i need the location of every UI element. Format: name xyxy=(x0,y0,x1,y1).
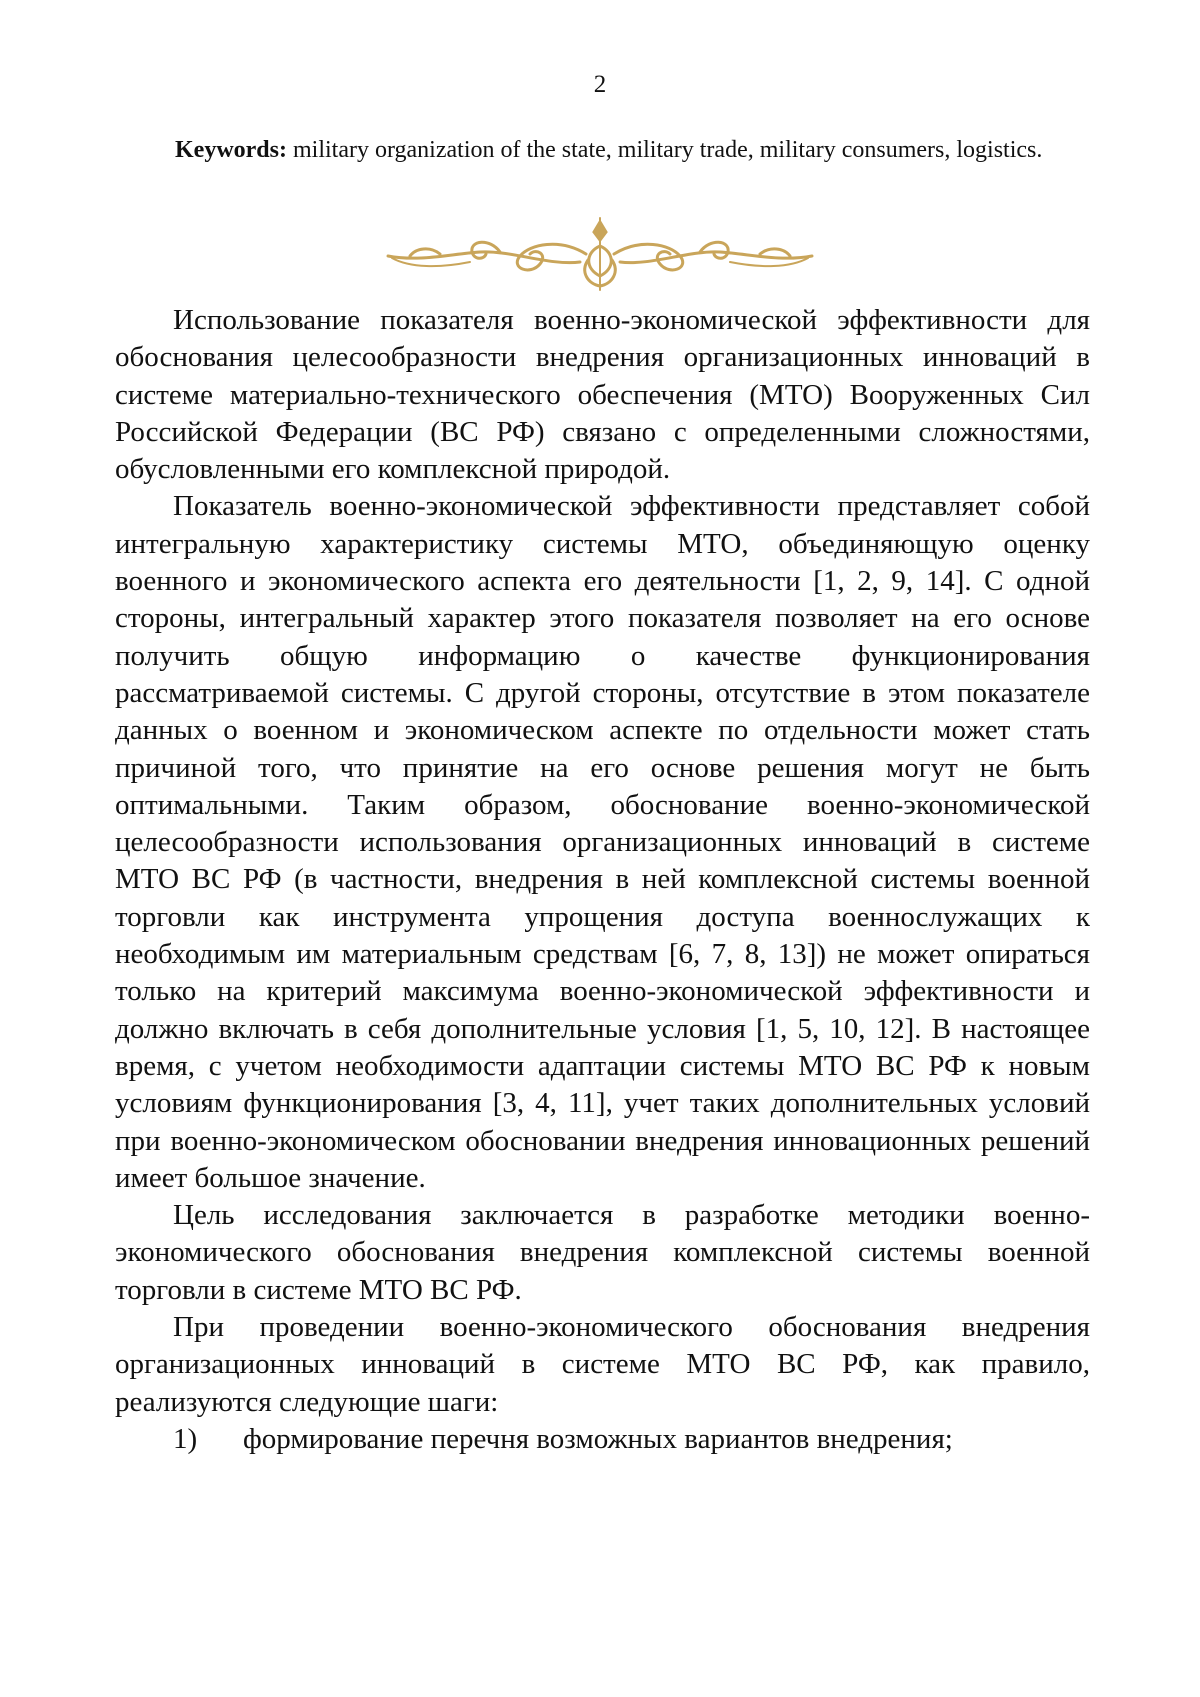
paragraph: Цель исследования заключается в разработке методики военно-экономического обоснования внедрения комплексной системы военной торговли в системе МТО ВС РФ. xyxy=(115,1199,1090,1306)
paragraph: При проведении военно-экономического обоснования внедрения организационных инноваций в системе МТО ВС РФ, как правило, реализуются следующие шаги: xyxy=(115,1311,1090,1418)
keywords-block xyxy=(115,133,1090,167)
keywords-label: Keywords: xyxy=(175,137,287,163)
page-number: 2 xyxy=(593,71,607,98)
paragraph: Использование показателя военно-экономической эффективности для обоснования целесообразности внедрения организационных инноваций в системе материально-технического обеспечения (МТО) Вооруженных Сил Российской Федерации (ВС РФ) связано с определенными сложностями, обусловленными его комплексной природой. xyxy=(115,304,1090,486)
body-text xyxy=(115,302,1090,1458)
ornament-divider-icon xyxy=(380,216,820,296)
list-item xyxy=(115,1421,1090,1458)
paragraph: Показатель военно-экономической эффективности представляет собой интегральную характеристику системы МТО, объединяющую оценку военного и экономического аспекта его деятельности [1, 2, 9, 14]. С одной стороны, интегральный характер этого показателя позволяет на его основе получить общую информацию о качестве функционирования рассматриваемой системы. С другой стороны, отсутствие в этом показателе данных о военном и экономическом аспекте по отдельности может стать причиной того, что принятие на его основе решения могут не быть оптимальными. Таким образом, обоснование военно-экономической целесообразности использования организационных инноваций в системе МТО ВС РФ (в частности, внедрения в ней комплексной системы военной торговли как инструмента упрощения доступа военнослужащих к необходимым им материальным средствам [6, 7, 8, 13]) не может опираться только на критерий максимума военно-экономической эффективности и должно включать в себя дополнительные условия [1, 5, 10, 12]. В настоящее время, с учетом необходимости адаптации системы МТО ВС РФ к новым условиям функционирования [3, 4, 11], учет таких дополнительных условий при военно-экономическом обосновании внедрения инновационных решений имеет большое значение. xyxy=(115,490,1090,1194)
list-item-number: 1) xyxy=(173,1422,198,1455)
keywords-text: military organization of the state, military trade, military consumers, logistics. xyxy=(286,137,1043,163)
list-item-text: формирование перечня возможных вариантов внедрения; xyxy=(243,1422,953,1455)
